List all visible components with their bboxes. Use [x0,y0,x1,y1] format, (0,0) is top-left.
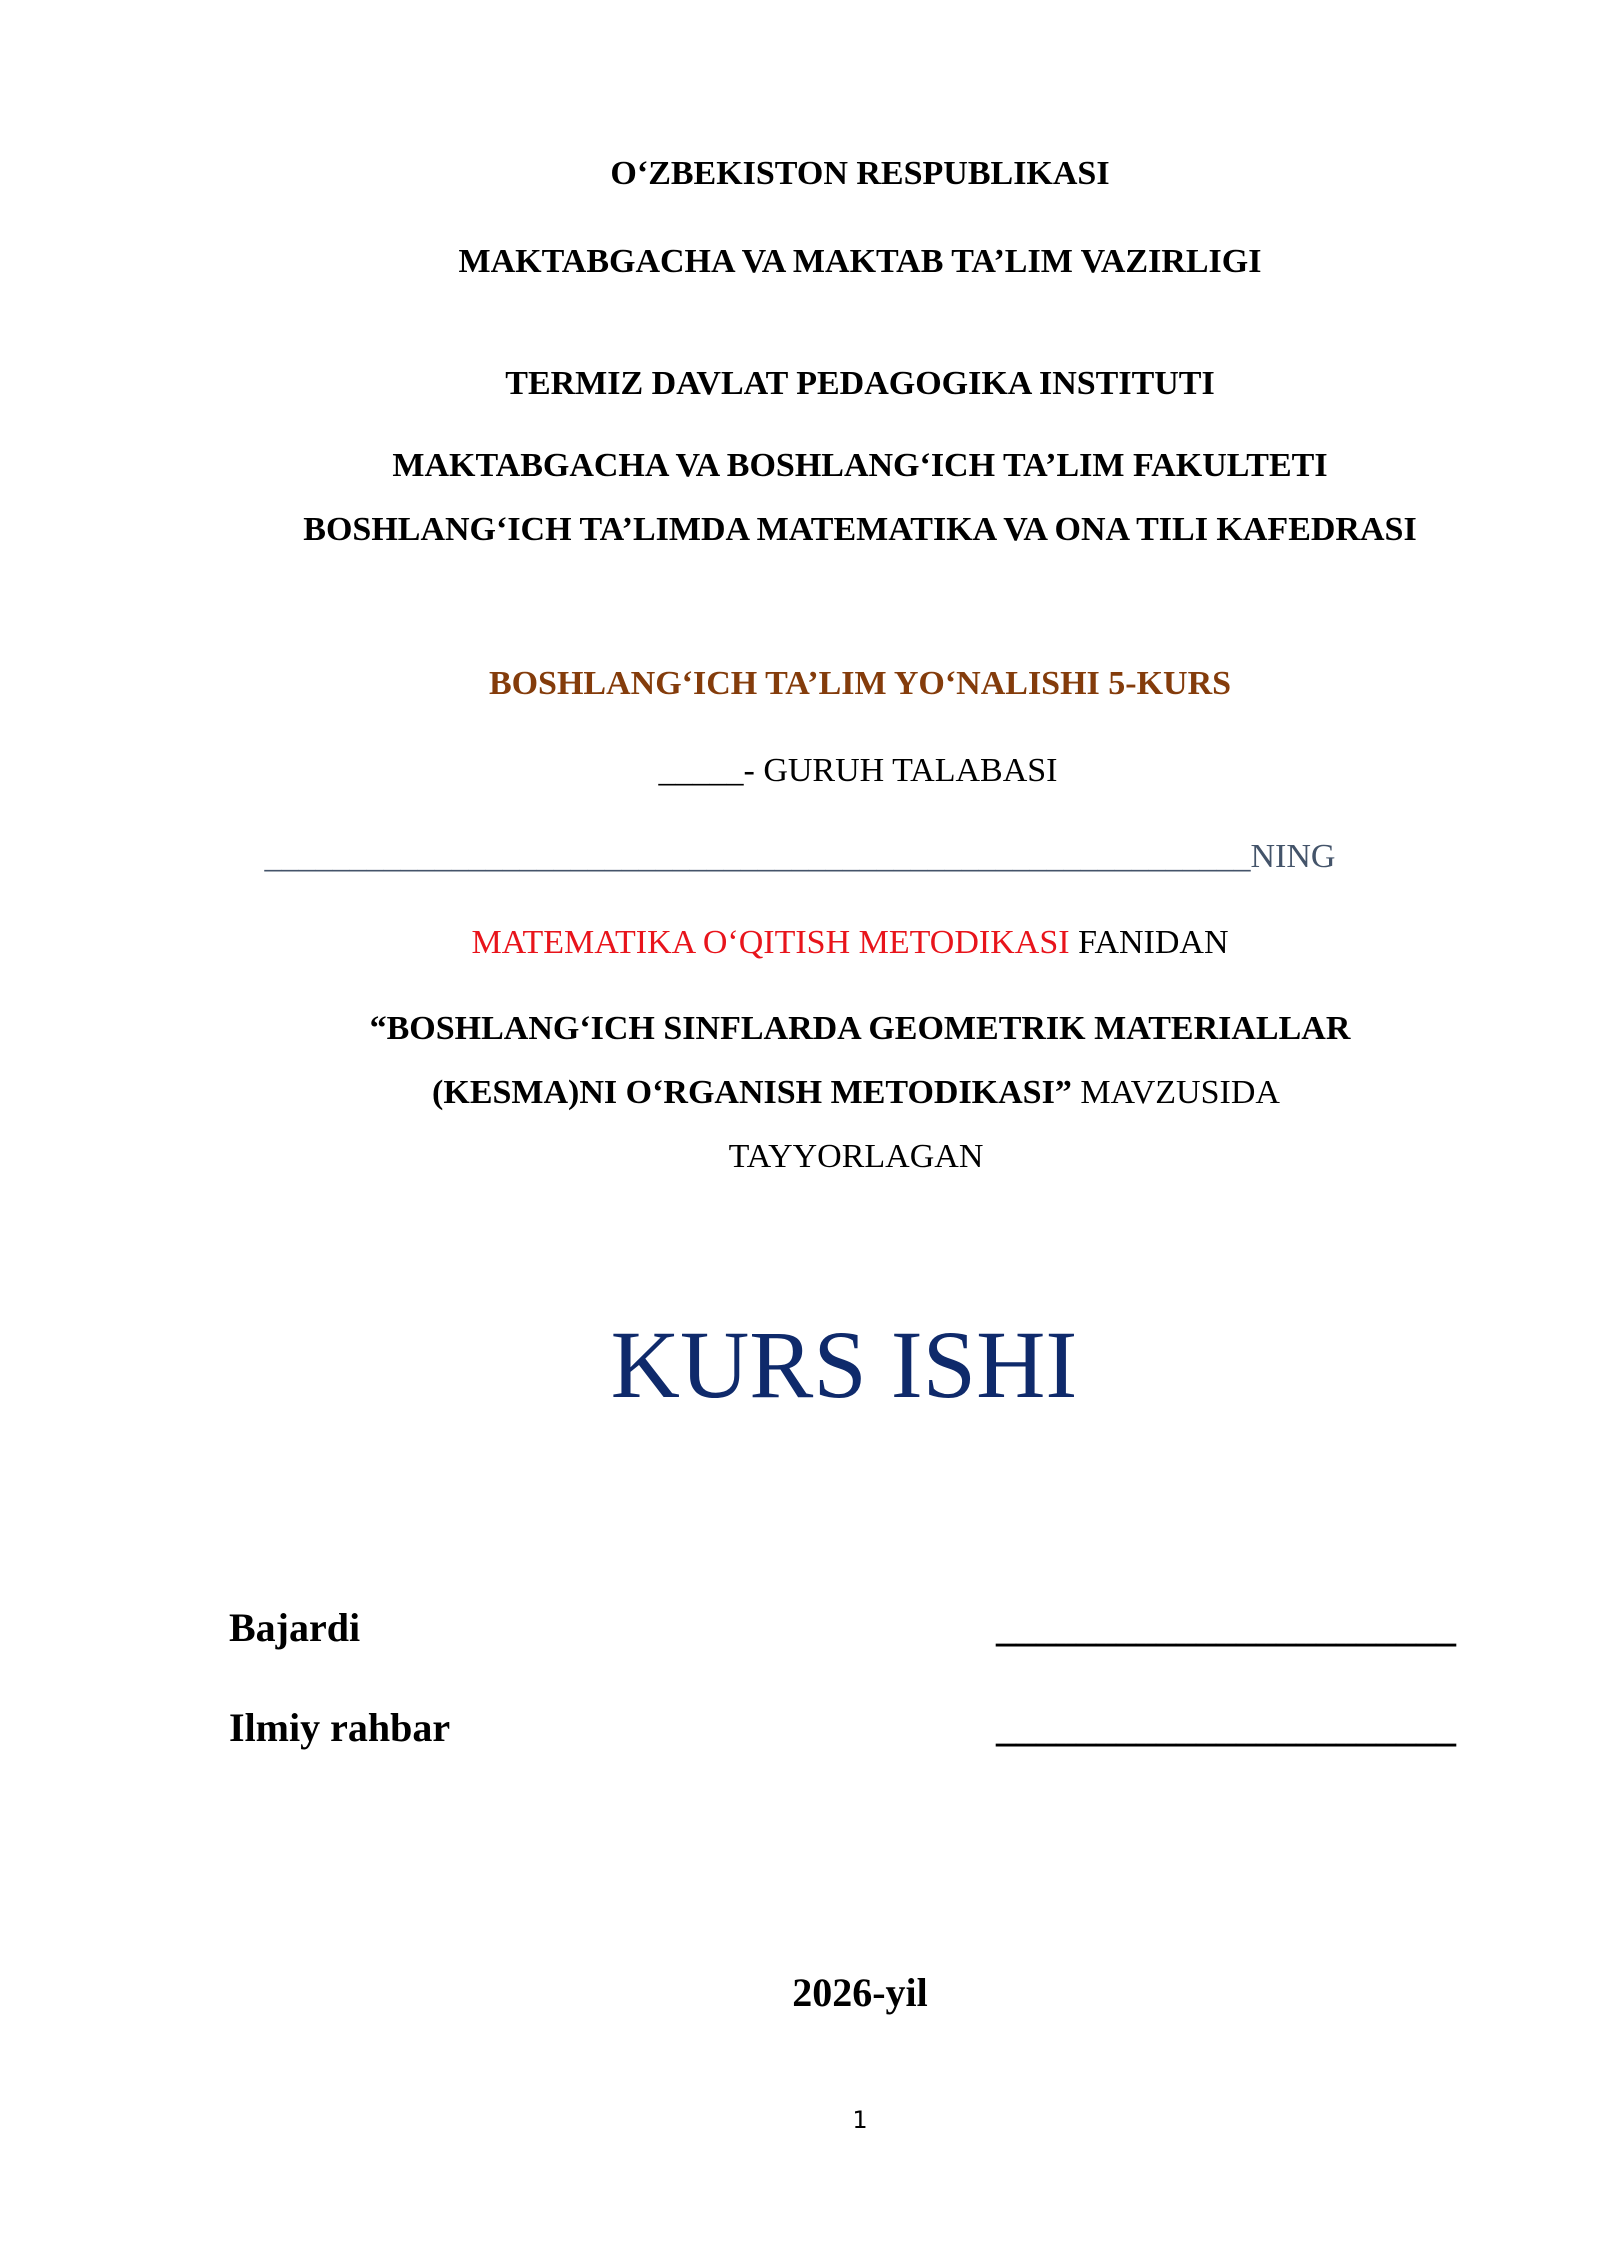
institute-heading: TERMIZ DAVLAT PEDAGOGIKA INSTITUTI [505,365,1215,402]
performer-signature-blank: _______________________ [996,1605,1456,1650]
group-label: - GURUH TALABASI [743,752,1058,789]
subject-line [50,923,1600,963]
faculty-heading: MAKTABGACHA VA BOSHLANG‘ICH TA’LIM FAKULTETI [392,447,1328,484]
ministry-heading: MAKTABGACHA VA MAKTAB TA’LIM VAZIRLIGI [458,243,1262,280]
topic-line-1: “BOSHLANG‘ICH SINFLARDA GEOMETRIK MATERIALLAR [369,1010,1351,1047]
supervisor-label: Ilmiy rahbar [229,1705,451,1750]
topic-line-2-bold: (KESMA)NI O‘RGANISH METODIKASI” [432,1074,1072,1111]
year-label: 2026-yil [792,1970,928,2015]
topic-line-3: TAYYORLAGAN [728,1138,984,1175]
topic-line-2 [56,1073,1600,1113]
performer-label: Bajardi [229,1605,361,1650]
page-number: 1 [852,2106,868,2134]
student-name-suffix: NING [1250,838,1336,875]
republic-heading: O‘ZBEKISTON RESPUBLIKASI [610,155,1110,192]
department-heading: BOSHLANG‘ICH TA’LIMDA MATEMATIKA VA ONA TILI KAFEDRASI [303,511,1417,548]
student-name-line [0,837,1600,877]
group-number-blank: _____ [658,752,744,789]
topic-line-2-rest: MAVZUSIDA [1071,1074,1280,1111]
student-name-blank: __________________________________________________________ [264,838,1251,875]
subject-name: MATEMATIKA O‘QITISH METODIKASI [471,924,1070,961]
group-line [58,751,1600,791]
supervisor-signature-blank: _______________________ [996,1705,1456,1750]
document-title: KURS ISHI [610,1311,1078,1418]
subject-suffix: FANIDAN [1069,924,1229,961]
direction-line: BOSHLANG‘ICH TA’LIM YO‘NALISHI 5-KURS [488,665,1232,702]
